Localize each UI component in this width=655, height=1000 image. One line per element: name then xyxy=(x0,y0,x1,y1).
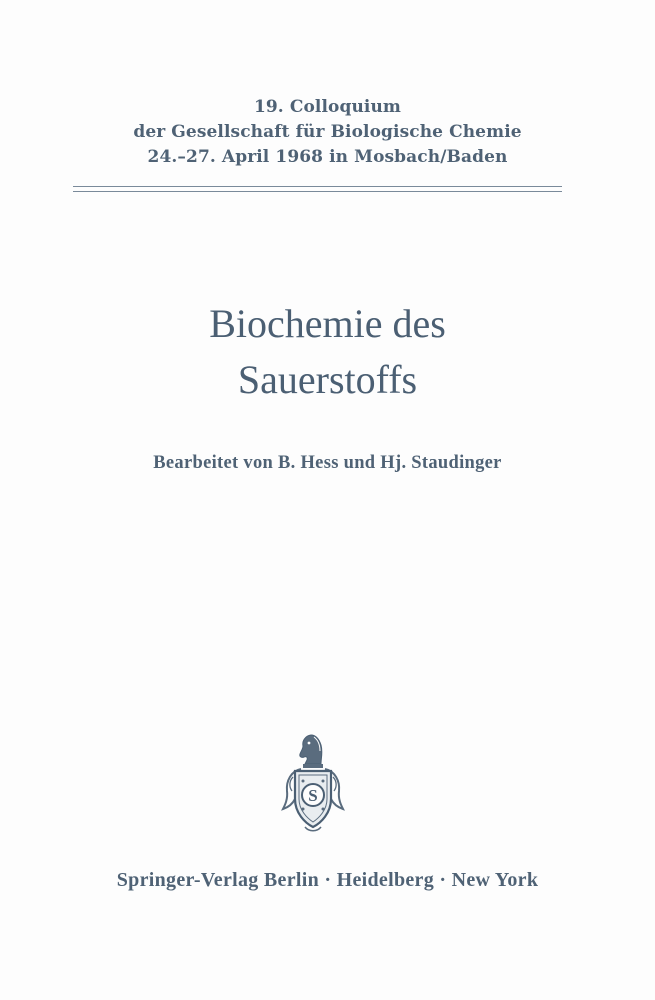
society-name: der Gesellschaft für Biologische Chemie xyxy=(133,122,522,142)
editors-line: Bearbeitet von B. Hess und Hj. Staudinger xyxy=(153,453,502,473)
springer-knight-emblem-icon xyxy=(281,733,345,835)
colloquium-date-place: 24.–27. April 1968 in Mosbach/Baden xyxy=(147,147,508,167)
book-title xyxy=(0,296,655,408)
publisher-imprint: Springer-Verlag Berlin · Heidelberg · New York xyxy=(116,869,539,891)
book-title-line-1: Biochemie des xyxy=(209,301,446,346)
double-rule-bottom xyxy=(73,191,562,192)
double-rule-top xyxy=(73,186,562,187)
colloquium-number: 19. Colloquium xyxy=(253,97,402,117)
colloquium-header xyxy=(0,95,655,170)
emblem-letter: S xyxy=(308,786,318,805)
book-title-line-2: Sauerstoffs xyxy=(237,357,418,402)
